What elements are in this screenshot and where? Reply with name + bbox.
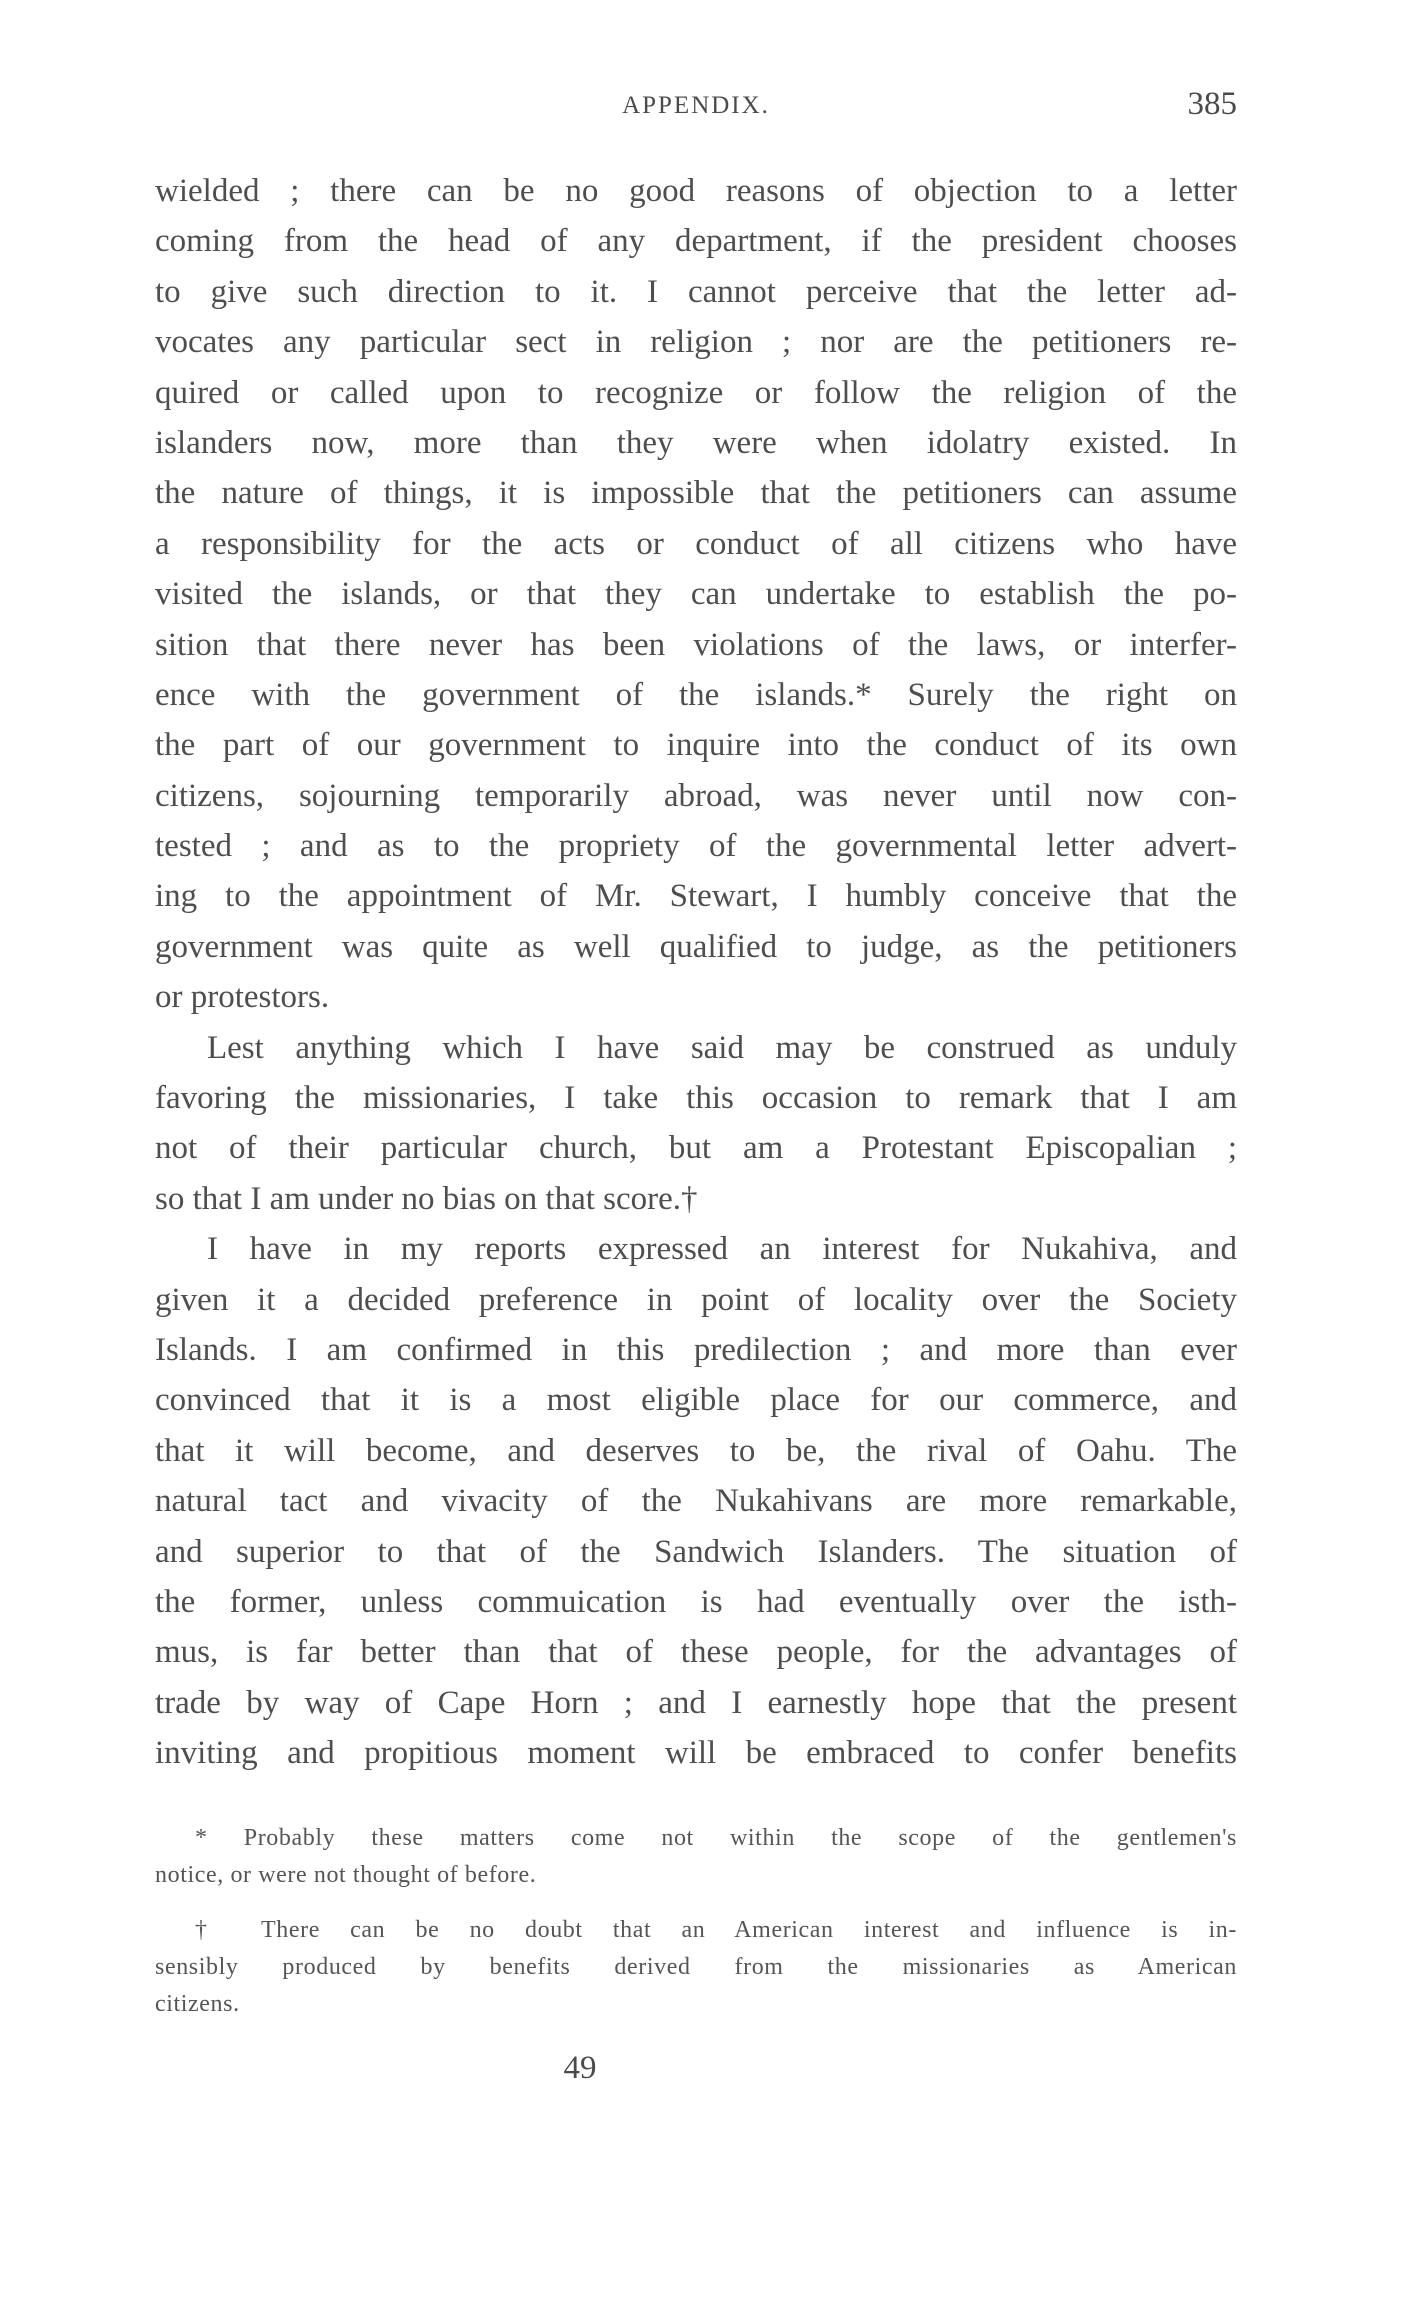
text-line: sition that there never has been violations of the laws, or interfer-	[155, 626, 1237, 663]
text-line: ing to the appointment of Mr. Stewart, I humbly conceive that the	[155, 878, 1237, 915]
text-line: inviting and propitious moment will be embraced to confer benefits	[155, 1735, 1237, 1772]
text-line: given it a decided preference in point of locality over the Society	[155, 1281, 1237, 1318]
text-line: vocates any particular sect in religion ; nor are the petitioners re-	[155, 324, 1237, 361]
footnote-line: sensibly produced by benefits derived from the missionaries as American	[155, 1954, 1237, 1980]
footnote-line: notice, or were not thought of before.	[155, 1862, 537, 1888]
text-line: trade by way of Cape Horn ; and I earnestly hope that the present	[155, 1684, 1237, 1721]
text-line: Lest anything which I have said may be construed as unduly	[207, 1029, 1237, 1066]
text-line: Islands. I am confirmed in this predilection ; and more than ever	[155, 1331, 1237, 1368]
text-line: so that I am under no bias on that score.†	[155, 1180, 698, 1217]
text-line: that it will become, and deserves to be, the rival of Oahu. The	[155, 1432, 1237, 1469]
text-line: not of their particular church, but am a Protestant Episcopalian ;	[155, 1130, 1237, 1167]
text-line: convinced that it is a most eligible place for our commerce, and	[155, 1382, 1237, 1419]
footnote-dagger	[155, 1912, 1237, 2023]
text-line: visited the islands, or that they can undertake to establish the po-	[155, 576, 1237, 613]
body-text	[155, 166, 1237, 1779]
text-line: the former, unless commuication is had eventually over the isth-	[155, 1583, 1237, 1620]
text-line: the part of our government to inquire into the conduct of its own	[155, 727, 1237, 764]
running-head	[155, 86, 1237, 136]
footnotes	[155, 1820, 1237, 2023]
text-line: coming from the head of any department, if the president chooses	[155, 223, 1237, 260]
text-line: mus, is far better than that of these people, for the advantages of	[155, 1634, 1237, 1671]
footnote-spacer	[155, 1894, 1237, 1912]
footnote-line: † There can be no doubt that an American interest and influence is in-	[195, 1917, 1237, 1943]
text-line: citizens, sojourning temporarily abroad, was never until now con-	[155, 777, 1237, 814]
text-line: ence with the government of the islands.* Surely the right on	[155, 676, 1237, 713]
running-head-title: APPENDIX.	[622, 92, 770, 119]
text-line: and superior to that of the Sandwich Islanders. The situation of	[155, 1533, 1237, 1570]
footnote-line: * Probably these matters come not within the scope of the gentlemen's	[195, 1825, 1237, 1851]
footnote-line: citizens.	[155, 1991, 240, 2017]
text-line: favoring the missionaries, I take this occasion to remark that I am	[155, 1080, 1237, 1117]
text-line: wielded ; there can be no good reasons of objection to a letter	[155, 173, 1237, 209]
text-line: the nature of things, it is impossible that the petitioners can assume	[155, 475, 1237, 512]
page-number: 385	[1187, 86, 1237, 122]
text-line: government was quite as well qualified to judge, as the petitioners	[155, 928, 1237, 965]
text-line: or protestors.	[155, 979, 330, 1016]
text-line: natural tact and vivacity of the Nukahivans are more remarkable,	[155, 1483, 1237, 1520]
signature-mark: 49	[563, 2050, 597, 2086]
text-line: islanders now, more than they were when idolatry existed. In	[155, 424, 1237, 461]
text-line: to give such direction to it. I cannot perceive that the letter ad-	[155, 273, 1237, 310]
footnote-asterisk	[155, 1820, 1237, 1894]
text-line: I have in my reports expressed an interest for Nukahiva, and	[207, 1231, 1237, 1268]
text-line: a responsibility for the acts or conduct of all citizens who have	[155, 525, 1237, 562]
text-line: quired or called upon to recognize or follow the religion of the	[155, 374, 1237, 411]
text-line: tested ; and as to the propriety of the governmental letter advert-	[155, 828, 1237, 865]
